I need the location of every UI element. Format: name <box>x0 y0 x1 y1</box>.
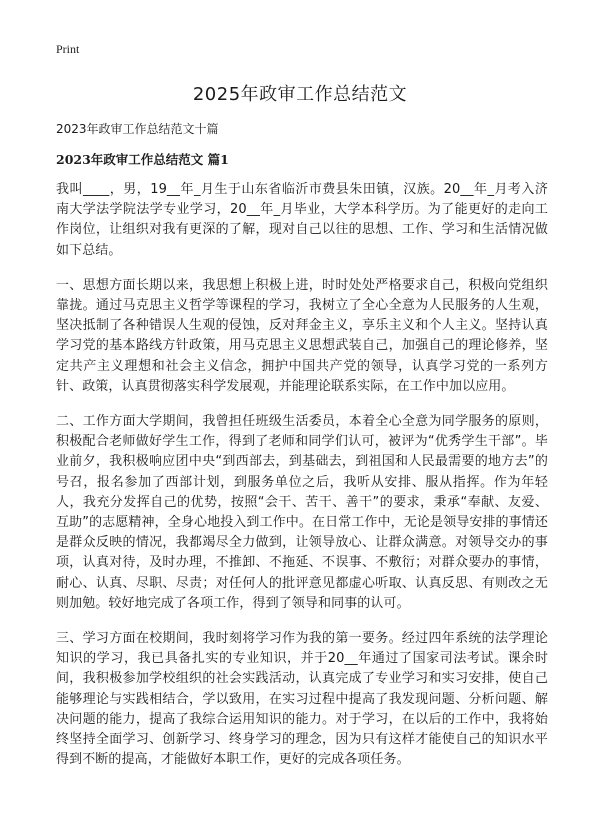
section-heading: 2023年政审工作总结范文 篇1 <box>56 152 229 167</box>
page-title: 2025年政审工作总结范文 <box>192 84 408 105</box>
paragraph-study: 三、学习方面在校期间，我时刻将学习作为我的第一要务。经过四年系统的法学理论知识的学习，我已具备扎实的专业知识，并于20__年通过了国家司法考试。课余时间，我积极参加学校组织的社会实践活动，认真完成了专业学习和实习安排，使自己能够理论与实践相结合，学以致用，在实习过程中提高了我发现问题、分析问题、解决问题的能力，提高了我综合运用知识的能力。对于学习，在以后的工作中，我将始终坚持全面学习、创新学习、终身学习的理念，因为只有这样才能使自己的知识水平得到不断的提高，才能做好本职工作，更好的完成各项任务。 <box>56 631 548 768</box>
print-link[interactable]: Print <box>56 42 80 56</box>
paragraph-work: 二、工作方面大学期间，我曾担任班级生活委员，本着全心全意为同学服务的原则，积极配合老师做好学生工作，得到了老师和同学们认可，被评为“优秀学生干部”。毕业前夕，我积极响应团中央“到西部去，到基础去，到祖国和人民最需要的地方去”的号召，报名参加了西部计划，到服务单位之后，我听从安排、服从指挥。作为年轻人，我充分发挥自己的优势，按照“会干、苦干、善干”的要求，秉承“奉献、友爱、互助”的志愿精神，全身心地投入到工作中。在日常工作中，无论是领导安排的事情还是群众反映的情况，我都竭尽全力做到，让领导放心、让群众满意。对领导交办的事项，认真对待，及时办理，不推卸、不拖延、不误事、不敷衍；对群众要办的事情，耐心、认真、尽职、尽责；对任何人的批评意见都虚心听取、认真反思、有则改之无则加勉。较好地完成了各项工作，得到了领导和同事的认可。 <box>56 414 548 611</box>
document-subtitle: 2023年政审工作总结范文十篇 <box>56 122 219 136</box>
document-body <box>56 180 548 785</box>
paragraph-intro: 我叫____，男，19__年_月生于山东省临沂市费县朱田镇，汉族。20__年_月考入济南大学法学院法学专业学习，20__年_月毕业，大学本科学历。为了能更好的走向工作岗位，让组织对我有更深的了解，现对自己以往的思想、工作、学习和生活情况做如下总结。 <box>56 182 548 258</box>
paragraph-ideology: 一、思想方面长期以来，我思想上积极上进，时时处处严格要求自己，积极向党组织靠拢。通过马克思主义哲学等课程的学习，我树立了全心全意为人民服务的人生观，坚决抵制了各种错误人生观的侵蚀，反对拜金主义，享乐主义和个人主义。坚持认真学习党的基本路线方针政策，用马克思主义思想武装自己，加强自己的理论修养，坚定共产主义理想和社会主义信念，拥护中国共产党的领导，认真学习党的一系列方针、政策，认真贯彻落实科学发展观，并能理论联系实际，在工作中加以应用。 <box>56 277 548 394</box>
